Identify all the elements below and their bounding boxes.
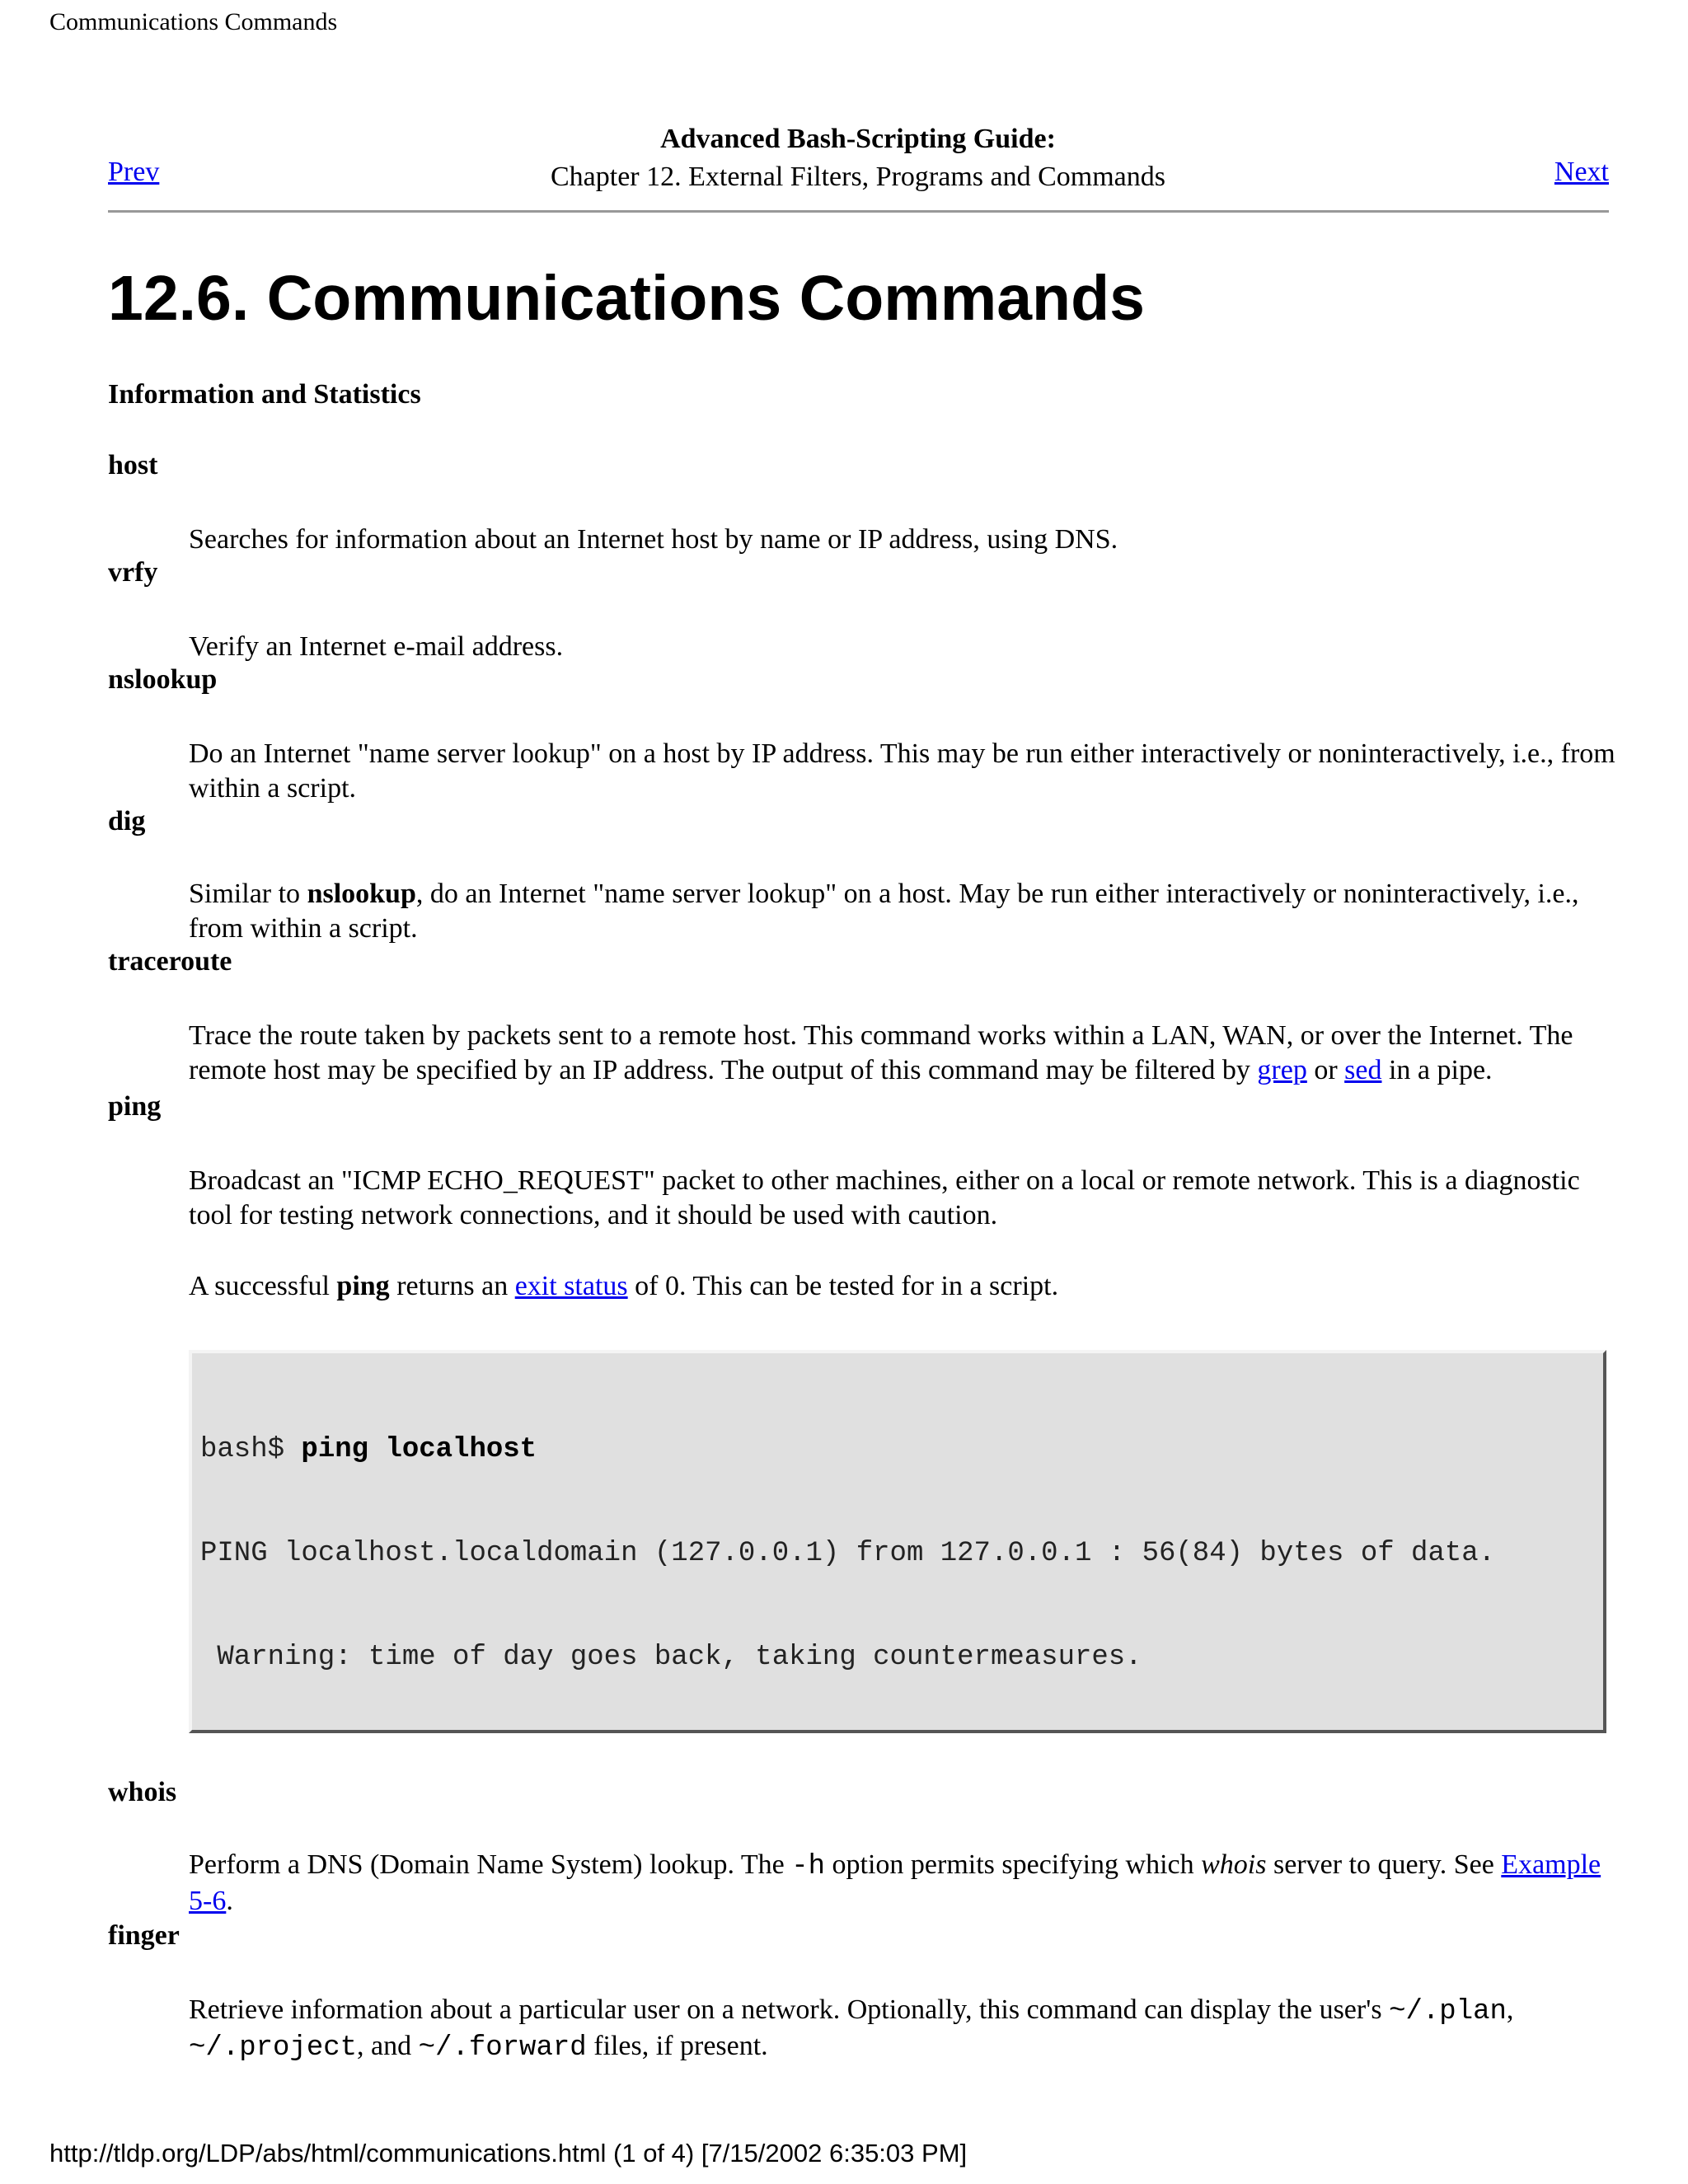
desc-host: Searches for information about an Internet host by name or IP address, using DNS. xyxy=(189,524,1118,555)
term-finger: finger xyxy=(108,1920,180,1951)
page-title: 12.6. Communications Commands xyxy=(108,263,1145,334)
code-line: PING localhost.localdomain (127.0.0.1) from 127.0.0.1 : 56(84) bytes of data. xyxy=(200,1538,1496,1569)
desc-text: Trace the route taken by packets sent to a remote host. This command works within a LAN, WAN, or over the Internet. The remote host may be specified by an IP address. The output of this command may be filtered by xyxy=(189,1020,1573,1085)
term-dig: dig xyxy=(108,806,146,837)
command-name: nslookup xyxy=(307,879,416,909)
browser-page-title: Communications Commands xyxy=(49,8,338,35)
grep-link[interactable]: grep xyxy=(1257,1055,1307,1085)
desc-text: Retrieve information about a particular user on a network. Optionally, this command can display the user's xyxy=(189,1994,1390,2025)
desc-text: A successful xyxy=(189,1271,337,1301)
code-line: Warning: time of day goes back, taking countermeasures. xyxy=(200,1642,1142,1673)
option-code: -h xyxy=(791,1851,826,1882)
desc-finger xyxy=(189,1993,1619,2065)
chapter-title: Chapter 12. External Filters, Programs and Commands xyxy=(551,162,1165,192)
desc-text: files, if present. xyxy=(586,2031,768,2061)
desc-text: option permits specifying which xyxy=(825,1849,1202,1880)
header-divider xyxy=(108,210,1609,213)
command-name: ping xyxy=(336,1271,390,1301)
desc-text: or xyxy=(1306,1055,1345,1085)
desc-text: server to query. See xyxy=(1266,1849,1502,1880)
desc-text: , do an Internet "name server lookup" on a host. May be run either interactively or noninteractively, i.e., from within a script. xyxy=(189,879,1579,944)
desc-text: returns an xyxy=(389,1271,515,1301)
term-nslookup: nslookup xyxy=(108,664,218,695)
whois-italic: whois xyxy=(1201,1849,1267,1880)
desc-whois xyxy=(189,1848,1619,1919)
term-whois: whois xyxy=(108,1777,177,1807)
code-content xyxy=(200,1363,1606,1733)
file-code: ~/.project xyxy=(189,2032,358,2064)
term-ping: ping xyxy=(108,1091,162,1122)
file-code: ~/.forward xyxy=(418,2032,587,2064)
code-line-prompt xyxy=(200,1432,1606,1467)
prev-link[interactable]: Prev xyxy=(108,157,160,187)
desc-text: in a pipe. xyxy=(1381,1055,1493,1085)
desc-text: . xyxy=(226,1886,233,1916)
shell-command: ping localhost xyxy=(301,1434,537,1465)
desc-traceroute xyxy=(189,1019,1619,1088)
desc-vrfy: Verify an Internet e-mail address. xyxy=(189,631,564,662)
desc-text: , and xyxy=(357,2031,419,2061)
code-block xyxy=(189,1350,1606,1733)
file-code: ~/.plan xyxy=(1389,1996,1507,2027)
desc-dig xyxy=(189,877,1619,946)
desc-text: of 0. This can be tested for in a script. xyxy=(627,1271,1059,1301)
shell-prompt: bash$ xyxy=(200,1434,302,1465)
next-link[interactable]: Next xyxy=(1554,157,1609,187)
term-traceroute: traceroute xyxy=(108,946,232,977)
desc-nslookup: Do an Internet "name server lookup" on a host by IP address. This may be run either interactively or noninteractively, i.e., from within a script. xyxy=(189,738,1615,804)
desc-text: Perform a DNS (Domain Name System) lookup. The xyxy=(189,1849,792,1880)
example-5-6-link[interactable]: Example 5-6 xyxy=(189,1849,1601,1916)
page-url-footer: http://tldp.org/LDP/abs/html/communications.html (1 of 4) [7/15/2002 6:35:03 PM] xyxy=(49,2139,968,2168)
section-heading: Information and Statistics xyxy=(108,379,421,410)
desc-text: Similar to xyxy=(189,879,307,909)
desc-ping: Broadcast an "ICMP ECHO_REQUEST" packet to other machines, either on a local or remote network. This is a diagnostic tool for testing network connections, and it should be used with caution. xyxy=(189,1165,1580,1230)
book-title: Advanced Bash-Scripting Guide: xyxy=(660,124,1056,154)
term-vrfy: vrfy xyxy=(108,557,158,588)
desc-ping-exit xyxy=(189,1269,1619,1304)
desc-text: , xyxy=(1506,1994,1514,2025)
exit-status-link[interactable]: exit status xyxy=(514,1271,628,1301)
term-host: host xyxy=(108,450,158,480)
sed-link[interactable]: sed xyxy=(1344,1055,1382,1085)
